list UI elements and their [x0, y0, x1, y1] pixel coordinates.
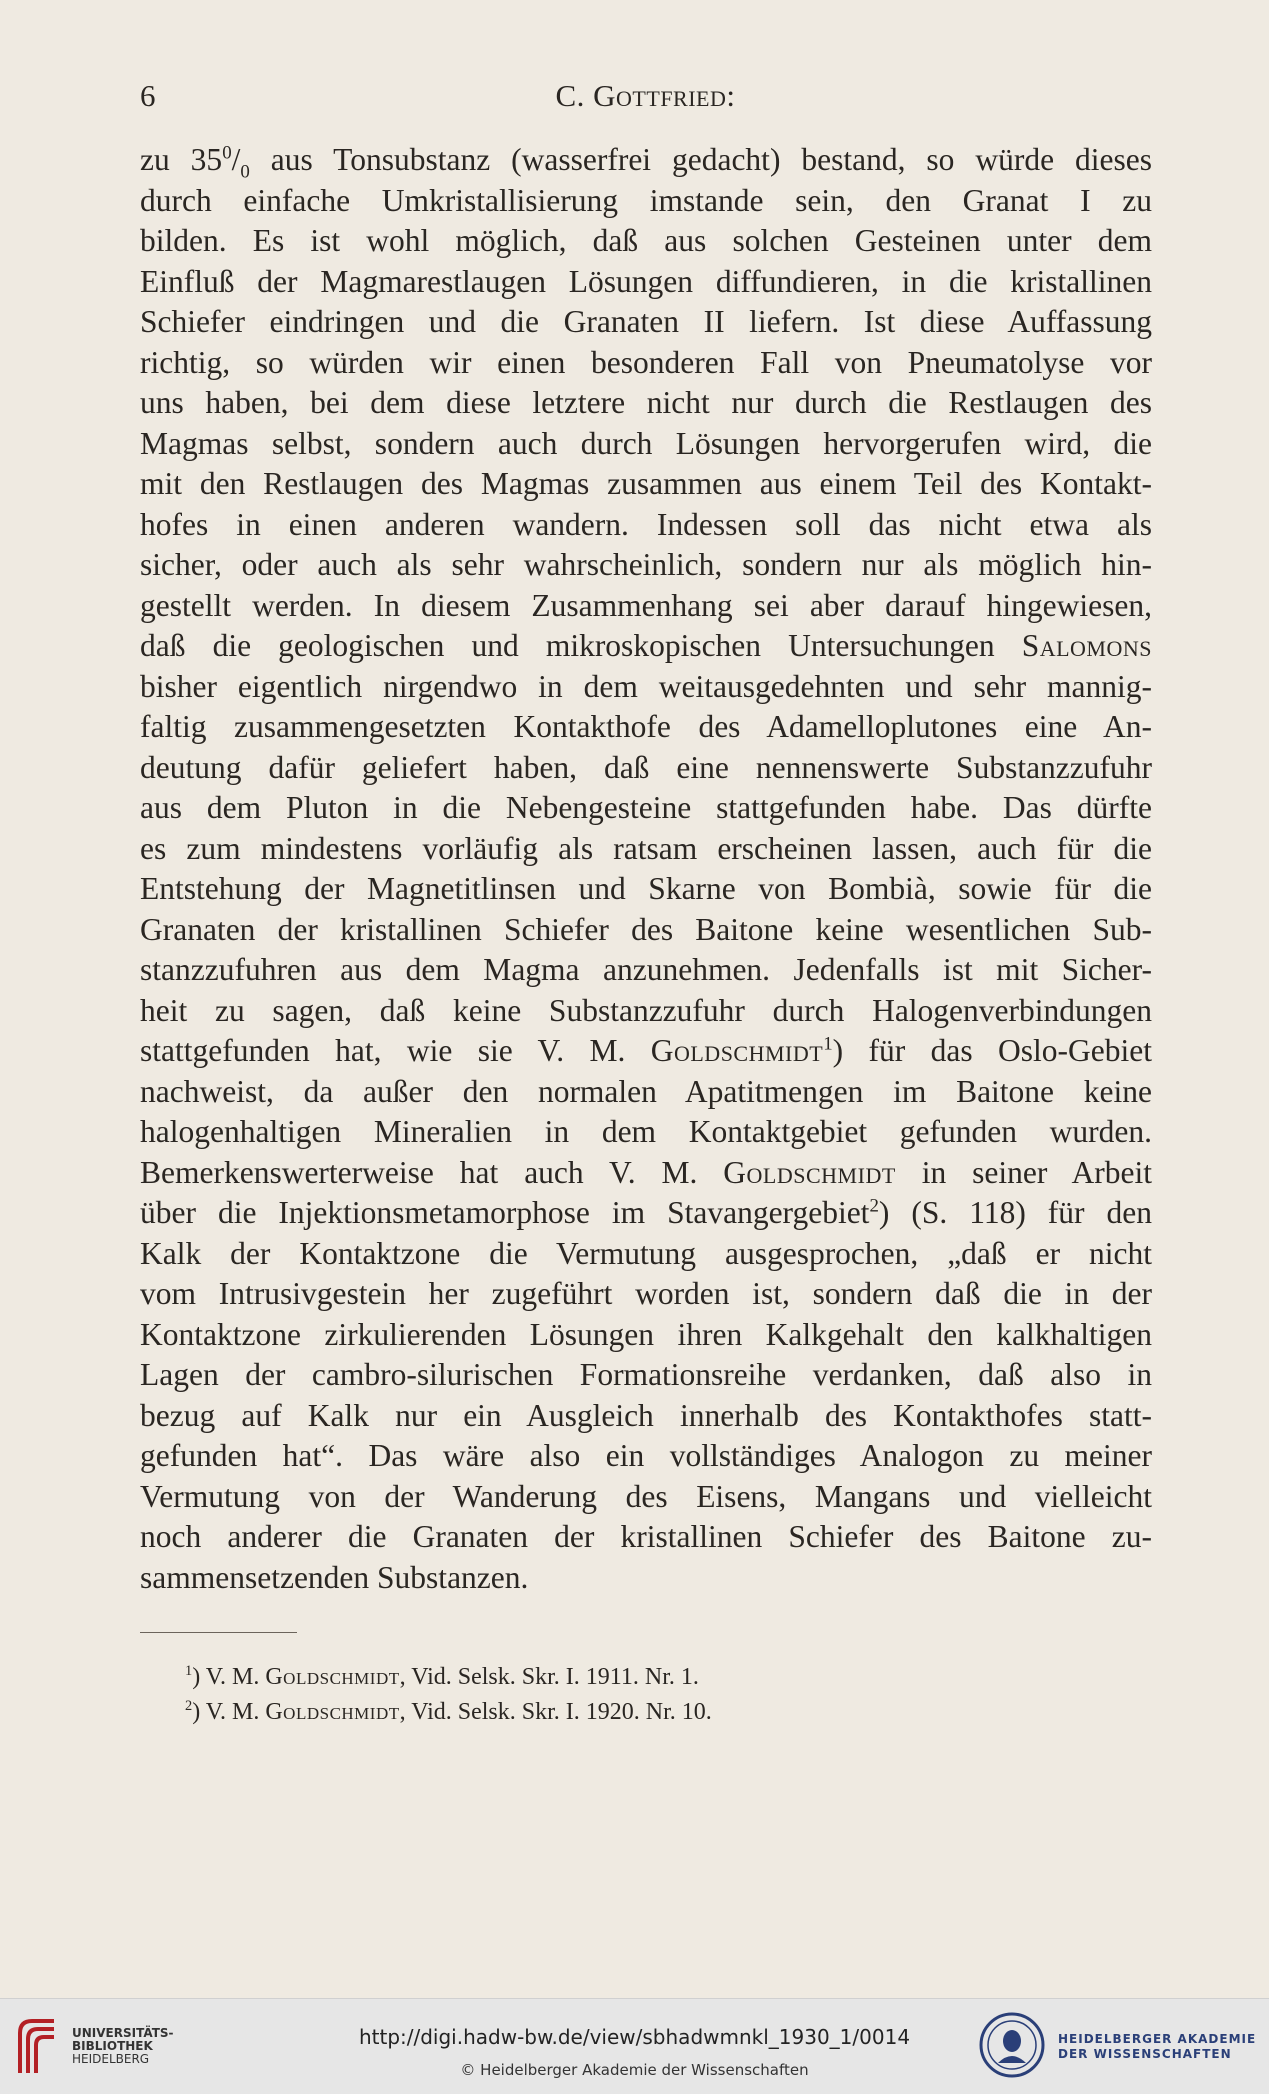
- text-line: bisher eigentlich nirgendwo in dem weitausgedehnten und sehr mannig-: [140, 668, 1152, 704]
- page-number: 6: [140, 78, 156, 113]
- text-line: aus dem Pluton in die Nebengesteine stattgefunden habe. Das dürfte: [140, 790, 1152, 825]
- body-text: [140, 140, 1152, 1598]
- ub-line-3: HEIDELBERG: [72, 2052, 150, 2066]
- ub-line-1: UNIVERSITÄTS-: [72, 2026, 174, 2040]
- text-line: [140, 1153, 1152, 1194]
- permalink-url[interactable]: http://digi.hadw-bw.de/view/sbhadwmnkl_1930_1/0014: [358, 2025, 911, 2049]
- footnote: [185, 1660, 1085, 1695]
- author-name: Salomons: [1021, 628, 1152, 663]
- footnote-mark: 2: [185, 1698, 193, 1714]
- percent-slash: /: [231, 142, 241, 177]
- text-line: durch einfache Umkristallisierung imstande sein, den Granat I zu: [140, 182, 1152, 218]
- text-line: Entstehung der Magnetitlinsen und Skarne von Bombià, sowie für die: [140, 871, 1152, 906]
- text-line: Lagen der cambro-silurischen Formationsreihe verdanken, daß also in: [140, 1357, 1152, 1392]
- author-name: Goldschmidt: [265, 1699, 400, 1725]
- text-line: halogenhaltigen Mineralien in dem Kontaktgebiet gefunden wurden.: [140, 1114, 1152, 1149]
- text-line: vom Intrusivgestein her zugeführt worden ist, sondern daß die in der: [140, 1276, 1152, 1311]
- percent-sign-sup: 0: [222, 142, 232, 164]
- hak-line-1: HEIDELBERGER AKADEMIE: [1058, 2032, 1257, 2046]
- text-line: Kontaktzone zirkulierenden Lösungen ihren Kalkgehalt den kalkhaltigen: [140, 1316, 1152, 1352]
- footnote-ref: 2: [869, 1195, 879, 1217]
- percent-sign-sub: 0: [240, 161, 250, 183]
- text-run: daß die geologischen und mikroskopischen Untersuchungen: [140, 628, 1022, 663]
- text-line: bilden. Es ist wohl möglich, daß aus solchen Gesteinen unter dem: [140, 223, 1152, 258]
- footnotes: [185, 1660, 1085, 1730]
- text-line: deutung dafür geliefert haben, daß eine nennenswerte Substanzzufuhr: [140, 749, 1152, 785]
- hak-name: [1058, 2032, 1256, 2062]
- running-head: C. Gottfried:: [555, 78, 736, 113]
- text-run: ) für das Oslo-Gebiet: [832, 1033, 1153, 1068]
- text-line: nachweist, da außer den normalen Apatitmengen im Baitone keine: [140, 1073, 1152, 1109]
- text-line: mit den Restlaugen des Magmas zusammen aus einem Teil des Kontakt-: [140, 466, 1152, 501]
- text-run: ) V. M.: [192, 1699, 266, 1725]
- text-line: gestellt werden. In diesem Zusammenhang sei aber darauf hingewiesen,: [140, 587, 1152, 623]
- page-header: [140, 78, 1151, 118]
- hak-line-2: DER WISSENSCHAFTEN: [1058, 2047, 1232, 2061]
- text-line: heit zu sagen, daß keine Substanzzufuhr durch Halogenverbindungen: [140, 992, 1152, 1028]
- text-line: [140, 1031, 1152, 1072]
- text-line: bezug auf Kalk nur ein Ausgleich innerhalb des Kontakthofes statt-: [140, 1397, 1152, 1433]
- text-line: Granaten der kristallinen Schiefer des Baitone keine wesentlichen Sub-: [140, 911, 1152, 947]
- text-line: [140, 140, 1152, 181]
- text-line: richtig, so würden wir einen besonderen Fall von Pneumatolyse vor: [140, 344, 1152, 380]
- copyright-notice: © Heidelberger Akademie der Wissenschaften: [460, 2061, 809, 2079]
- text-line: gefunden hat“. Das wäre also ein vollständiges Analogon zu meiner: [140, 1438, 1152, 1473]
- text-line: hofes in einen anderen wandern. Indessen soll das nicht etwa als: [140, 506, 1152, 542]
- footnote-divider: [140, 1632, 297, 1633]
- author-name: Goldschmidt: [265, 1664, 400, 1690]
- text-line: uns haben, bei dem diese letztere nicht nur durch die Restlaugen des: [140, 385, 1152, 420]
- text-run: , Vid. Selsk. Skr. I. 1911. Nr. 1.: [399, 1664, 699, 1690]
- text-line: sicher, oder auch als sehr wahrscheinlich, sondern nur als möglich hin-: [140, 547, 1152, 582]
- text-run: in seiner Arbeit: [895, 1154, 1152, 1190]
- footnote-mark: 1: [185, 1663, 193, 1679]
- text-line: stanzzufuhren aus dem Magma anzunehmen. Jedenfalls ist mit Sicher-: [140, 952, 1152, 987]
- text-line: Magmas selbst, sondern auch durch Lösungen hervorgerufen wird, die: [140, 425, 1152, 461]
- footnote-ref: 1: [823, 1033, 833, 1055]
- author-name: Goldschmidt: [650, 1033, 824, 1068]
- text-run: zu 35: [140, 142, 223, 177]
- ub-line-2: BIBLIOTHEK: [72, 2039, 153, 2053]
- footnote: [185, 1695, 1085, 1730]
- hak-seal-icon: [978, 2011, 1046, 2079]
- text-line: noch anderer die Granaten der kristallinen Schiefer des Baitone zu-: [140, 1519, 1152, 1554]
- text-line: Einfluß der Magmarestlaugen Lösungen diffundieren, in die kristallinen: [140, 263, 1152, 299]
- author-name: Goldschmidt: [723, 1154, 896, 1190]
- text-run: ) (S. 118) für den: [878, 1195, 1152, 1230]
- text-line: Vermutung von der Wanderung des Eisens, Mangans und vielleicht: [140, 1478, 1152, 1514]
- text-run: , Vid. Selsk. Skr. I. 1920. Nr. 10.: [399, 1699, 712, 1725]
- text-line: faltig zusammengesetzten Kontakthofe des Adamelloplutones eine An-: [140, 709, 1152, 744]
- text-line: [140, 1193, 1152, 1234]
- text-run: über die Injektionsmetamorphose im Stavangergebiet: [140, 1195, 870, 1230]
- text-line: [140, 626, 1152, 667]
- text-line: es zum mindestens vorläufig als ratsam erscheinen lassen, auch für die: [140, 830, 1152, 866]
- text-run: aus Tonsubstanz (wasserfrei gedacht) bestand, so würde dieses: [249, 142, 1153, 177]
- text-run: Bemerkenswerterweise hat auch V. M.: [140, 1154, 724, 1190]
- viewer-footer: [0, 1998, 1269, 2094]
- text-line: sammensetzenden Substanzen.: [140, 1559, 529, 1595]
- text-run: ) V. M.: [192, 1664, 266, 1690]
- text-run: stattgefunden hat, wie sie V. M.: [140, 1033, 651, 1068]
- text-line: Schiefer eindringen und die Granaten II liefern. Ist diese Auffassung: [140, 304, 1152, 339]
- text-line: Kalk der Kontaktzone die Vermutung ausgesprochen, „daß er nicht: [140, 1235, 1152, 1271]
